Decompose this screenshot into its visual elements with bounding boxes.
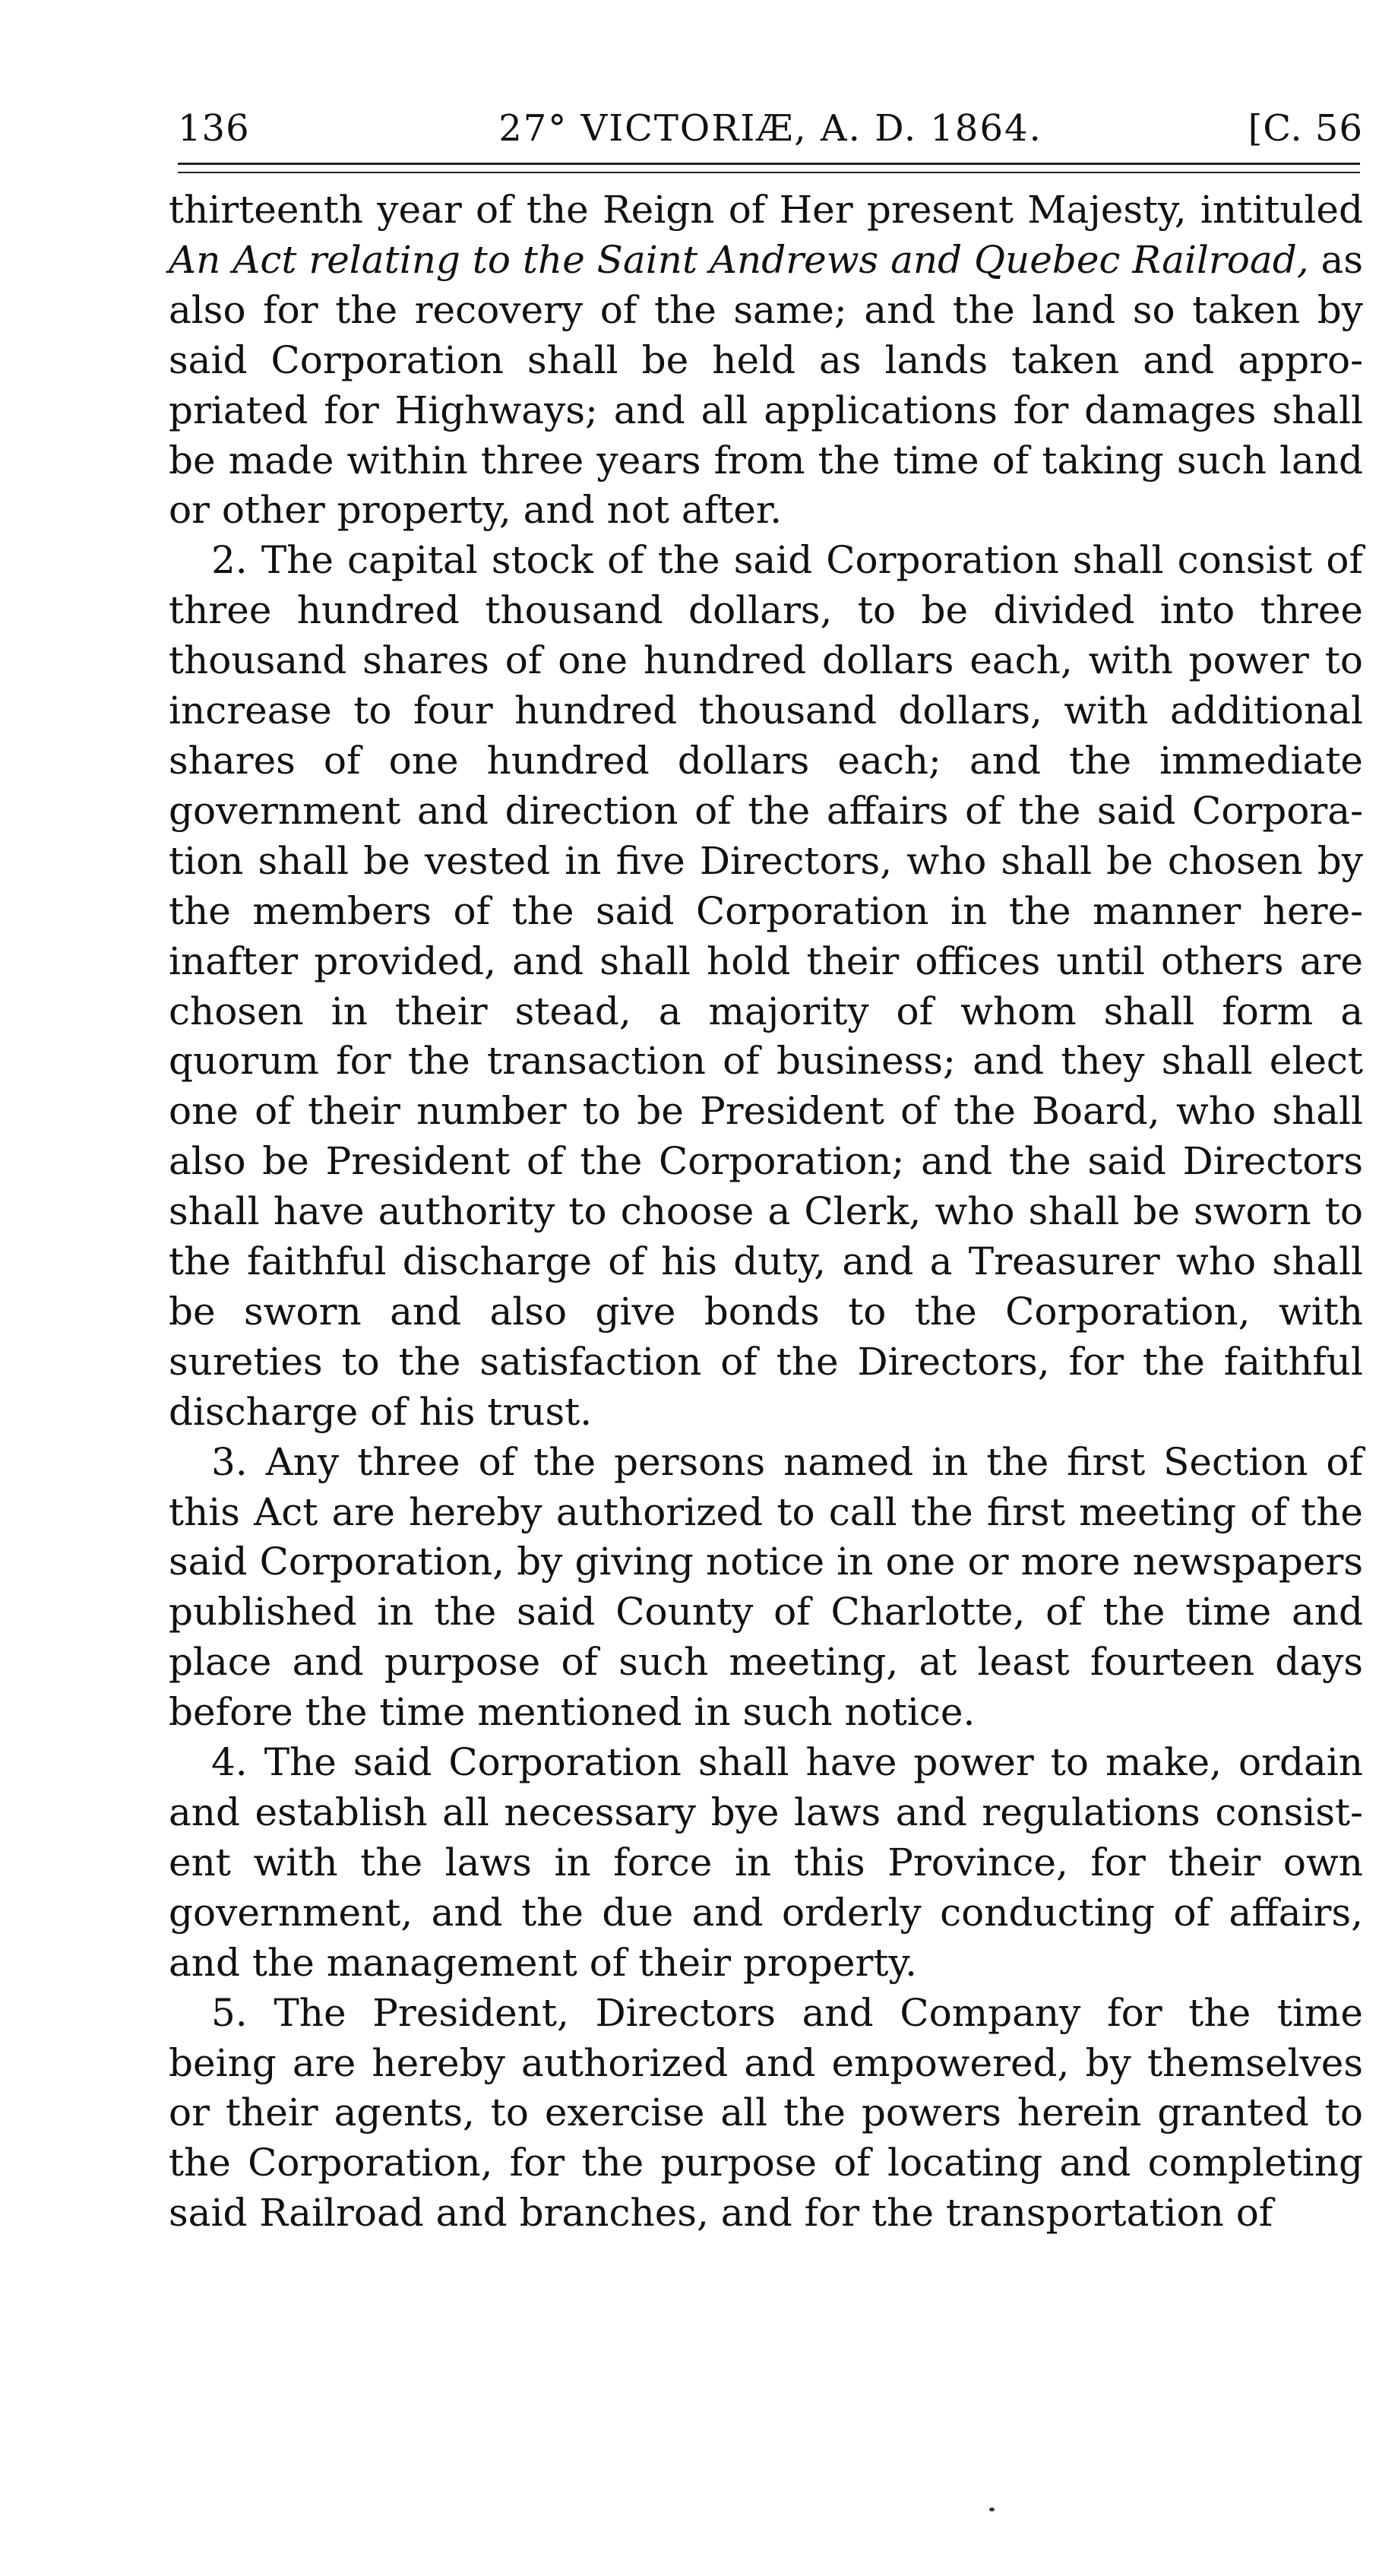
- header-rule-upper: [178, 163, 1360, 165]
- page-number: 136: [178, 107, 250, 150]
- section-text: The President, Directors and Company for the time being are hereby authorized and empowered, by themselves or their agents, to exercise all the powers herein granted to the Corporation, for the purpose of locating and completing said Railroad and branches, and for the transportation of: [169, 1990, 1363, 2236]
- section-text: The capital stock of the said Corporation shall consist of three hundred thousand dollars, to be divided into three thousand shares of one hundred dollars each, with power to increase to four hundred thousand dollars, with additional shares of one hundred dollars each; and the immediate government and direction of the affairs of the said Corporation shall be vested in five Directors, who shall be chosen by the members of the said Corporation in the manner hereinafter provided, and shall hold their offices until others are chosen in their stead, a majority of whom shall form a quorum for the transaction of business; and they shall elect one of their number to be President of the Board, who shall also be President of the Corporation; and the said Directors shall have authority to choose a Clerk, who shall be sworn to the faithful discharge of his duty, and a Treasurer who shall be sworn and also give bonds to the Corporation, with sureties to the satisfaction of the Directors, for the faithful discharge of his trust.: [169, 538, 1363, 1434]
- section-number: 4.: [211, 1740, 248, 1785]
- continuation-paragraph: [169, 185, 1363, 536]
- running-title: 27° VICTORIÆ, A. D. 1864.: [498, 107, 1042, 150]
- ink-speck: [989, 2508, 995, 2511]
- section-text: Any three of the persons named in the first Section of this Act are hereby authorized to call the first meeting of the said Corporation, by giving notice in one or more newspapers published in the said County of Charlotte, of the time and place and purpose of such meeting, at least fourteen days before the time mentioned in such notice.: [169, 1439, 1363, 1735]
- act-title-italic: An Act relating to the Saint Andrews and Quebec Railroad,: [169, 237, 1309, 282]
- page-header: [178, 94, 1363, 163]
- section-2: [169, 536, 1363, 1437]
- section-3: [169, 1438, 1363, 1738]
- chapter-reference: [C. 56: [1248, 107, 1363, 150]
- section-text: The said Corporation shall have power to make, ordain and establish all necessary bye laws and regulations consistent with the laws in force in this Province, for their own government, and the due and orderly conducting of affairs, and the management of their property.: [169, 1740, 1363, 1985]
- header-rule-lower: [178, 172, 1360, 173]
- section-number: 5.: [211, 1990, 248, 2035]
- continuation-text-start: thirteenth year of the Reign of Her present Majesty, intituled: [169, 188, 1363, 232]
- section-5: [169, 1989, 1363, 2239]
- section-number: 2.: [211, 538, 248, 583]
- statute-text: [169, 185, 1363, 2239]
- section-4: [169, 1738, 1363, 1989]
- continuation-text-end: as also for the recovery of the same; and the land so taken by said Corporation shall be held as lands taken and appropriated for Highways; and all applications for damages shall be made within three years from the time of taking such land or other property, and not after.: [169, 237, 1363, 533]
- section-number: 3.: [211, 1439, 248, 1484]
